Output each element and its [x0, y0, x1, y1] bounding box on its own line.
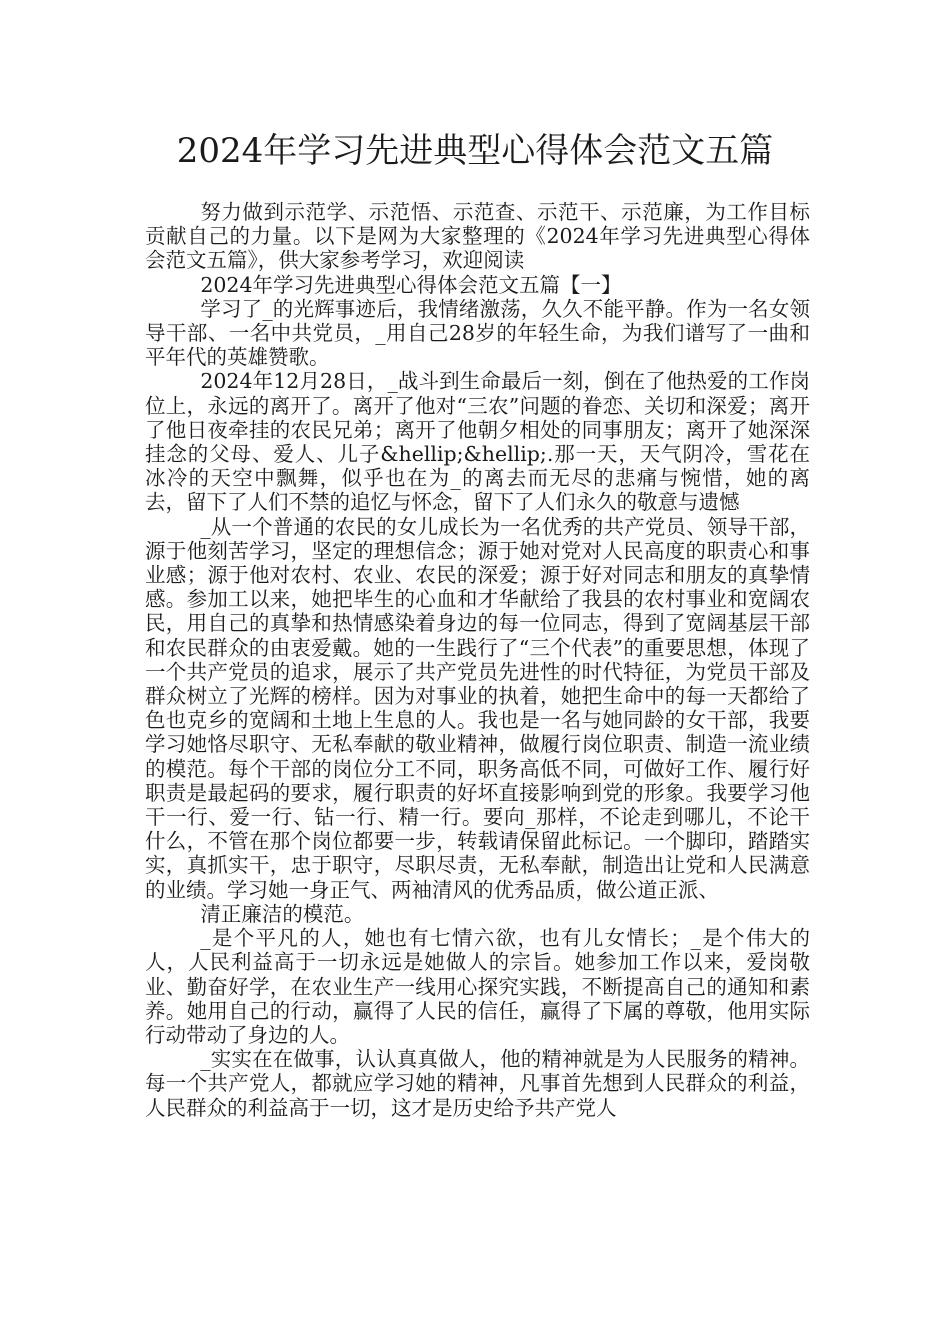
document-body — [145, 200, 810, 1120]
body-paragraph: _是个平凡的人，她也有七情六欲，也有儿女情长；_是个伟大的人，人民利益高于一切永远是她做人的宗旨。她参加工作以来，爱岗敬业、勤奋好学，在农业生产一线用心探究实践，不断提高自己的通知和素养。她用自己的行动，赢得了人民的信任，赢得了下属的尊敬，他用实际行动带动了身边的人。 — [145, 926, 810, 1047]
section-heading: 2024年学习先进典型心得体会范文五篇【一】 — [200, 272, 622, 297]
body-paragraph: _从一个普通的农民的女儿成长为一名优秀的共产党员、领导干部，源于他刻苦学习，坚定的理想信念；源于她对党对人民高度的职责心和事业感；源于他对农村、农业、农民的深爱；源于好对同志和朋友的真挚情感。参加工以来，她把毕生的心血和才华献给了我县的农村事业和宽阔农民，用自己的真挚和热情感染着身边的每一位同志，得到了宽阔基层干部和农民群众的由衷爱戴。她的一生践行了“三个代表”的重要思想，体现了一个共产党员的追求，展示了共产党员先进性的时代特征，为党员干部及群众树立了光辉的榜样。因为对事业的执着，她把生命中的每一天都给了色也克乡的宽阔和土地上生息的人。我也是一名与她同龄的女干部，我要学习她恪尽职守、无私奉献的敬业精神，做履行岗位职责、制造一流业绩的模范。每个干部的岗位分工不同，职务高低不同，可做好工作、履行好职责是最起码的要求，履行职责的好坏直接影响到党的形象。我要学习他干一行、爱一行、钻一行、精一行。要向_那样，不论走到哪儿，不论干什么，不管在那个岗位都要一步，转载请保留此标记。一个脚印，踏踏实实，真抓实干，忠于职守，尽职尽责，无私奉献，制造出让党和人民满意的业绩。学习她一身正气、两袖清风的优秀品质，做公道正派、 — [145, 514, 810, 902]
body-paragraph: 2024年12月28日，_战斗到生命最后一刻，倒在了他热爱的工作岗位上，永远的离开了。离开了他对“三农”问题的眷恋、关切和深爱；离开了他日夜牵挂的农民兄弟；离开了他朝夕相处的同事朋友；离开了她深深挂念的父母、爱人、儿子&hellip;&hellip;.那一天，天气阴冷，雪花在冰冷的天空中飘舞，似乎也在为_的离去而无尽的悲痛与惋惜，她的离去，留下了人们不禁的追忆与怀念，留下了人们永久的敬意与遗憾 — [145, 369, 810, 515]
body-paragraph: 清正廉洁的模范。 — [200, 901, 365, 926]
body-paragraph: 学习了_的光辉事迹后，我情绪激荡，久久不能平静。作为一名女领导干部、一名中共党员，_用自己28岁的年轻生命，为我们谱写了一曲和平年代的英雄赞歌。 — [145, 296, 810, 370]
body-paragraph: _实实在在做事，认认真真做人，他的精神就是为人民服务的精神。每一个共产党人，都就应学习她的精神，凡事首先想到人民群众的利益，人民群众的利益高于一切，这才是历史给予共产党人 — [145, 1047, 810, 1120]
document-title: 2024年学习先进典型心得体会范文五篇 — [176, 131, 774, 171]
intro-paragraph: 努力做到示范学、示范悟、示范查、示范干、示范廉，为工作目标贡献自己的力量。以下是网为大家整理的《2024年学习先进典型心得体会范文五篇》，供大家参考学习，欢迎阅读 — [145, 200, 810, 273]
